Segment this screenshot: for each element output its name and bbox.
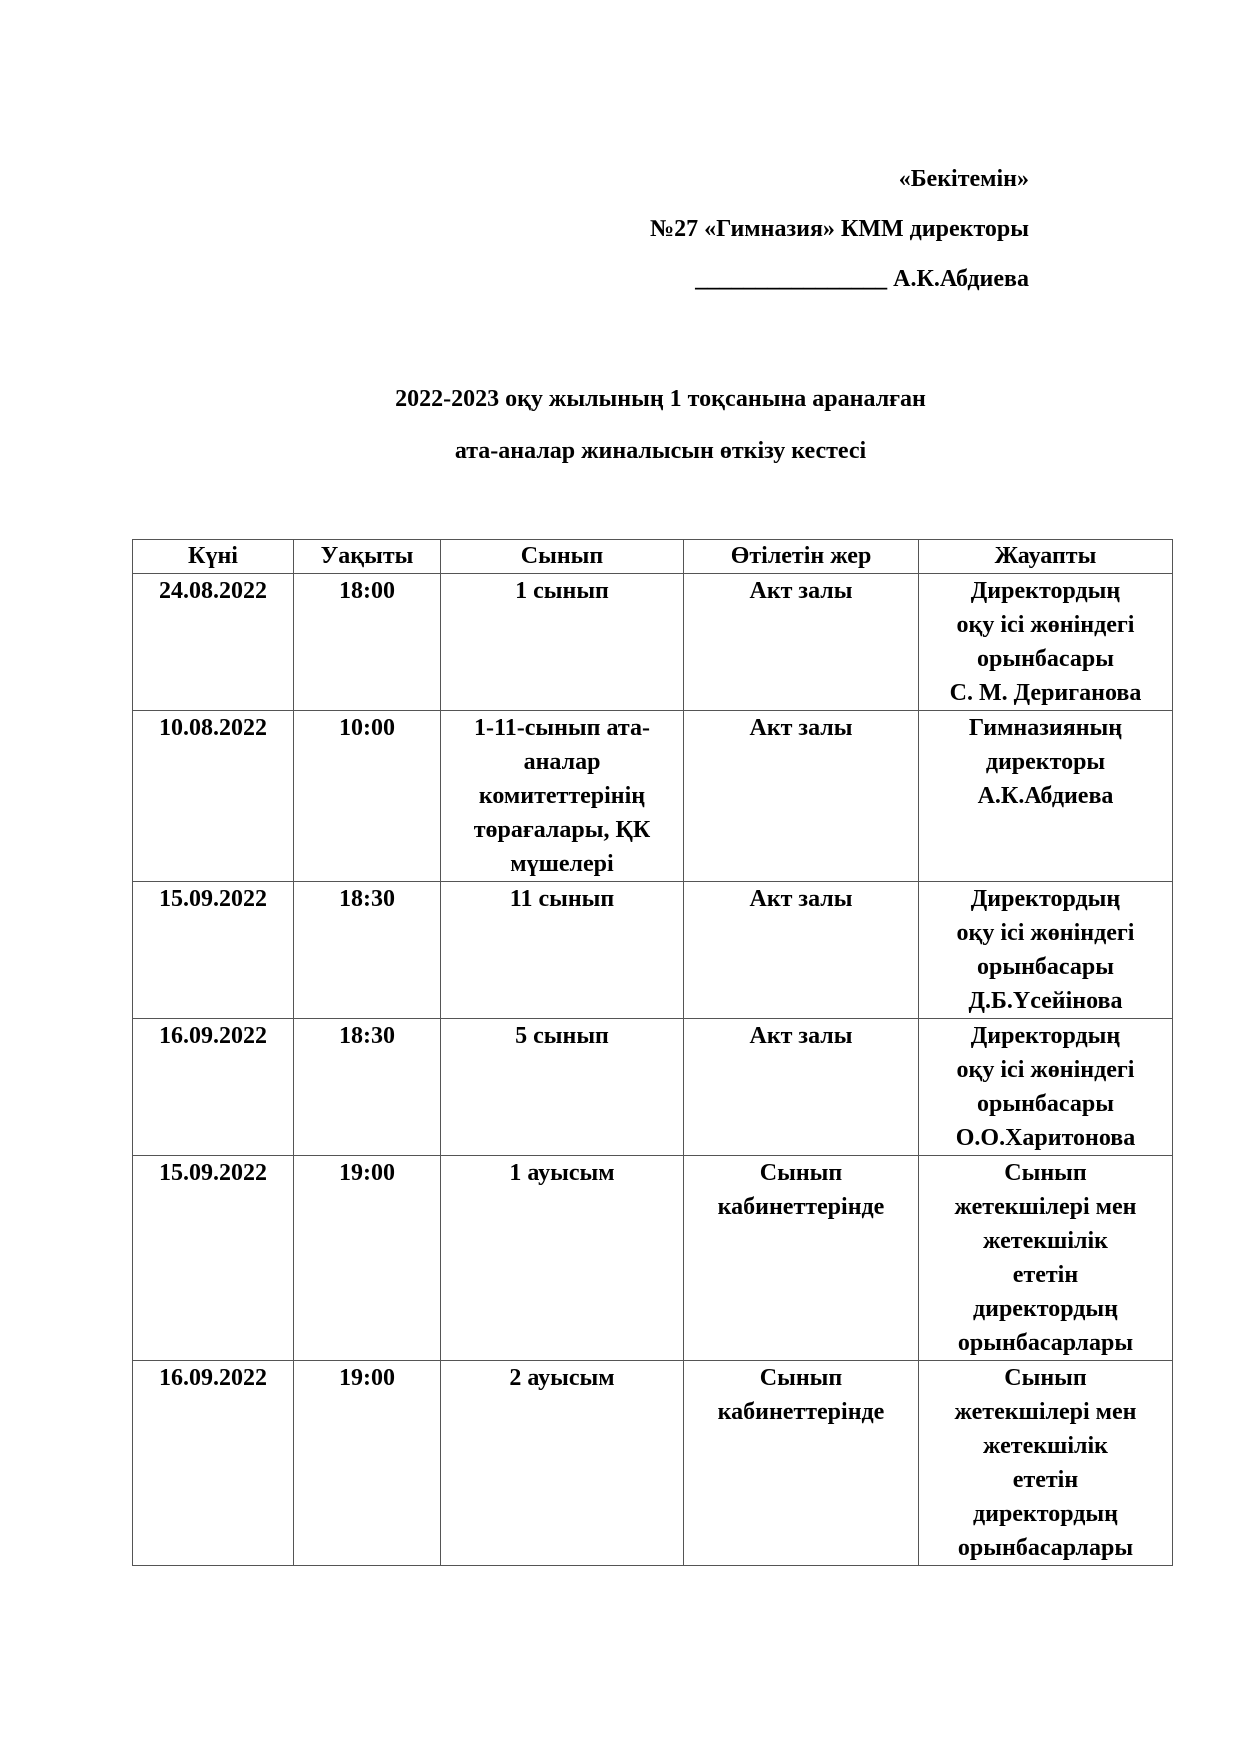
class-cell-line: төрағалары, ҚК — [473, 817, 651, 843]
table-row — [133, 1361, 1173, 1566]
header-responsible: Жауапты — [919, 540, 1173, 574]
responsible-cell-line: Директордың — [970, 578, 1121, 604]
date-cell: 16.09.2022 — [133, 1361, 294, 1566]
responsible-cell — [919, 1361, 1173, 1566]
header-place: Өтілетін жер — [684, 540, 919, 574]
class-cell — [441, 882, 684, 1019]
header-class: Сынып — [441, 540, 684, 574]
place-cell-line: Сынып — [759, 1365, 843, 1391]
responsible-cell-line: жетекшілік — [983, 1433, 1108, 1459]
responsible-cell-line: А.К.Абдиева — [977, 783, 1114, 809]
responsible-cell-line: Директордың — [970, 1023, 1121, 1049]
class-cell — [441, 711, 684, 882]
responsible-cell-line: О.О.Харитонова — [955, 1125, 1136, 1151]
class-cell-line: 1 сынып — [515, 578, 609, 604]
class-cell — [441, 1019, 684, 1156]
responsible-cell-line: директордың — [972, 1296, 1118, 1322]
time-cell: 19:00 — [294, 1156, 441, 1361]
meeting-schedule-table — [132, 539, 1173, 1566]
class-cell-line: 5 сынып — [515, 1023, 609, 1049]
place-cell — [684, 711, 919, 882]
responsible-cell-line: жетекшілік — [983, 1228, 1108, 1254]
signer-name: А.К.Абдиева — [893, 266, 1029, 292]
signature-blank: ________________ — [695, 266, 888, 292]
header-date: Күні — [133, 540, 294, 574]
responsible-cell-line: Директордың — [970, 886, 1121, 912]
class-cell-line: аналар — [523, 749, 601, 775]
responsible-cell-line: Д.Б.Үсейінова — [968, 988, 1123, 1014]
class-cell — [441, 1361, 684, 1566]
responsible-cell-line: Сынып — [1004, 1160, 1087, 1186]
place-cell — [684, 574, 919, 711]
responsible-cell-line: оқу ісі жөніндегі — [956, 612, 1135, 638]
table-body — [133, 574, 1173, 1566]
date-cell: 24.08.2022 — [133, 574, 294, 711]
time-cell: 19:00 — [294, 1361, 441, 1566]
responsible-cell-line: оқу ісі жөніндегі — [956, 920, 1135, 946]
time-cell: 18:00 — [294, 574, 441, 711]
title-line-2: ата-аналар жиналысын өткізу кестесі — [454, 438, 867, 464]
class-cell-line: 1-11-сынып ата- — [474, 715, 650, 741]
place-cell-line: кабинеттерінде — [717, 1194, 885, 1220]
document-title — [0, 384, 1241, 488]
responsible-cell-line: директоры — [985, 749, 1106, 775]
place-cell — [684, 882, 919, 1019]
responsible-cell-line: Сынып — [1004, 1365, 1087, 1391]
responsible-cell — [919, 1156, 1173, 1361]
responsible-cell-line: орынбасары — [977, 646, 1114, 672]
date-cell: 15.09.2022 — [133, 1156, 294, 1361]
class-cell — [441, 1156, 684, 1361]
place-cell-line: Акт залы — [749, 1023, 853, 1049]
responsible-cell-line: орынбасары — [977, 954, 1114, 980]
approval-heading: «Бекітемін» — [898, 166, 1029, 192]
responsible-cell-line: директордың — [972, 1501, 1118, 1527]
date-cell: 10.08.2022 — [133, 711, 294, 882]
responsible-cell-line: ететін — [1012, 1262, 1079, 1288]
place-cell — [684, 1156, 919, 1361]
place-cell-line: Акт залы — [749, 886, 853, 912]
date-cell: 15.09.2022 — [133, 882, 294, 1019]
place-cell — [684, 1361, 919, 1566]
header-time: Уақыты — [294, 540, 441, 574]
responsible-cell-line: ететін — [1012, 1467, 1079, 1493]
responsible-cell — [919, 574, 1173, 711]
time-cell: 18:30 — [294, 882, 441, 1019]
responsible-cell — [919, 882, 1173, 1019]
place-cell-line: Акт залы — [749, 715, 853, 741]
time-cell: 10:00 — [294, 711, 441, 882]
responsible-cell — [919, 1019, 1173, 1156]
class-cell-line: комитеттерінің — [478, 783, 646, 809]
table-row — [133, 574, 1173, 711]
responsible-cell-line: орынбасары — [977, 1091, 1114, 1117]
approval-position: №27 «Гимназия» КММ директоры — [650, 216, 1029, 242]
responsible-cell-line: оқу ісі жөніндегі — [956, 1057, 1135, 1083]
responsible-cell-line: жетекшілері мен — [954, 1399, 1137, 1425]
class-cell — [441, 574, 684, 711]
responsible-cell-line: орынбасарлары — [957, 1330, 1134, 1356]
class-cell-line: 11 сынып — [509, 886, 615, 912]
table-row — [133, 882, 1173, 1019]
approval-block — [650, 164, 1029, 314]
responsible-cell-line: С. М. Дериганова — [949, 680, 1142, 706]
class-cell-line: 2 ауысым — [509, 1365, 615, 1391]
class-cell-line: мүшелері — [510, 851, 614, 877]
responsible-cell — [919, 711, 1173, 882]
place-cell-line: Сынып — [759, 1160, 843, 1186]
place-cell-line: кабинеттерінде — [717, 1399, 885, 1425]
responsible-cell-line: Гимназияның — [968, 715, 1123, 741]
responsible-cell-line: орынбасарлары — [957, 1535, 1134, 1561]
date-cell: 16.09.2022 — [133, 1019, 294, 1156]
place-cell-line: Акт залы — [749, 578, 853, 604]
approval-signature-line — [650, 264, 1029, 314]
table-row — [133, 711, 1173, 882]
table-header-row — [133, 540, 1173, 574]
table-row — [133, 1019, 1173, 1156]
responsible-cell-line: жетекшілері мен — [954, 1194, 1137, 1220]
class-cell-line: 1 ауысым — [509, 1160, 615, 1186]
table-row — [133, 1156, 1173, 1361]
place-cell — [684, 1019, 919, 1156]
time-cell: 18:30 — [294, 1019, 441, 1156]
title-line-1: 2022-2023 оқу жылының 1 тоқсанына араналған — [395, 386, 926, 412]
